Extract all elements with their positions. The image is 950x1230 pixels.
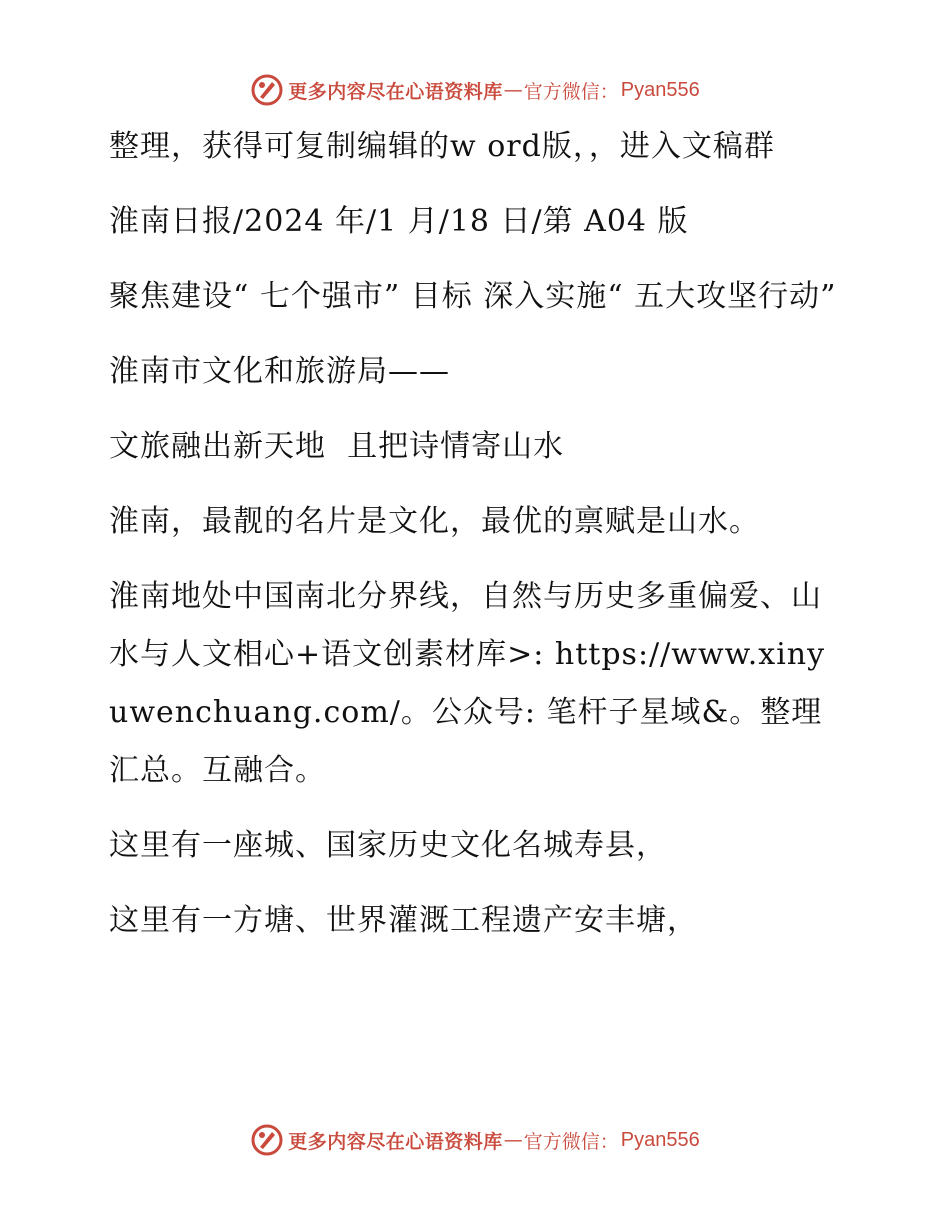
paragraph: 淮南地处中国南北分界线，自然与历史多重偏爱、山水与人文相心+语文创素材库>: https://www.xinyuwenchuang.com/。公众号: 笔杆子星域&。整理汇总。互融合。 [109,579,826,788]
footer-wechat-id: Pyan556 [620,1128,700,1151]
brand-logo-icon [250,1123,284,1157]
footer-wechat-label: 官方微信： [523,1130,619,1153]
paragraph: 整理，获得可复制编辑的w ord版，，进入文稿群 [109,129,775,164]
paragraph: 淮南日报/2024 年/1 月/18 日/第 A04 版 [109,204,689,239]
header-wechat-label: 官方微信： [523,80,619,103]
paragraph: 淮南，最靓的名片是文化，最优的禀赋是山水。 [109,504,760,539]
header-dash: — [503,79,523,101]
paragraph: 这里有一座城、国家历史文化名城寿县， [109,828,667,863]
paragraph: 聚焦建设“ 七个强市” 目标 深入实施“ 五大攻坚行动” [109,279,837,314]
paragraph: 淮南市文化和旅游局—— [109,354,450,389]
brand-logo-icon [250,73,284,107]
footer-banner [0,1120,950,1160]
footer-brand-text: 更多内容尽在心语资料库 [288,1130,503,1153]
header-wechat-id: Pyan556 [620,78,700,101]
document-body [97,118,837,967]
paragraph: 文旅融出新天地 且把诗情寄山水 [109,429,565,464]
header-brand-text: 更多内容尽在心语资料库 [288,80,503,103]
footer-dash: — [503,1129,523,1151]
paragraph: 这里有一方塘、世界灌溉工程遗产安丰塘， [109,903,698,938]
header-banner [0,70,950,110]
